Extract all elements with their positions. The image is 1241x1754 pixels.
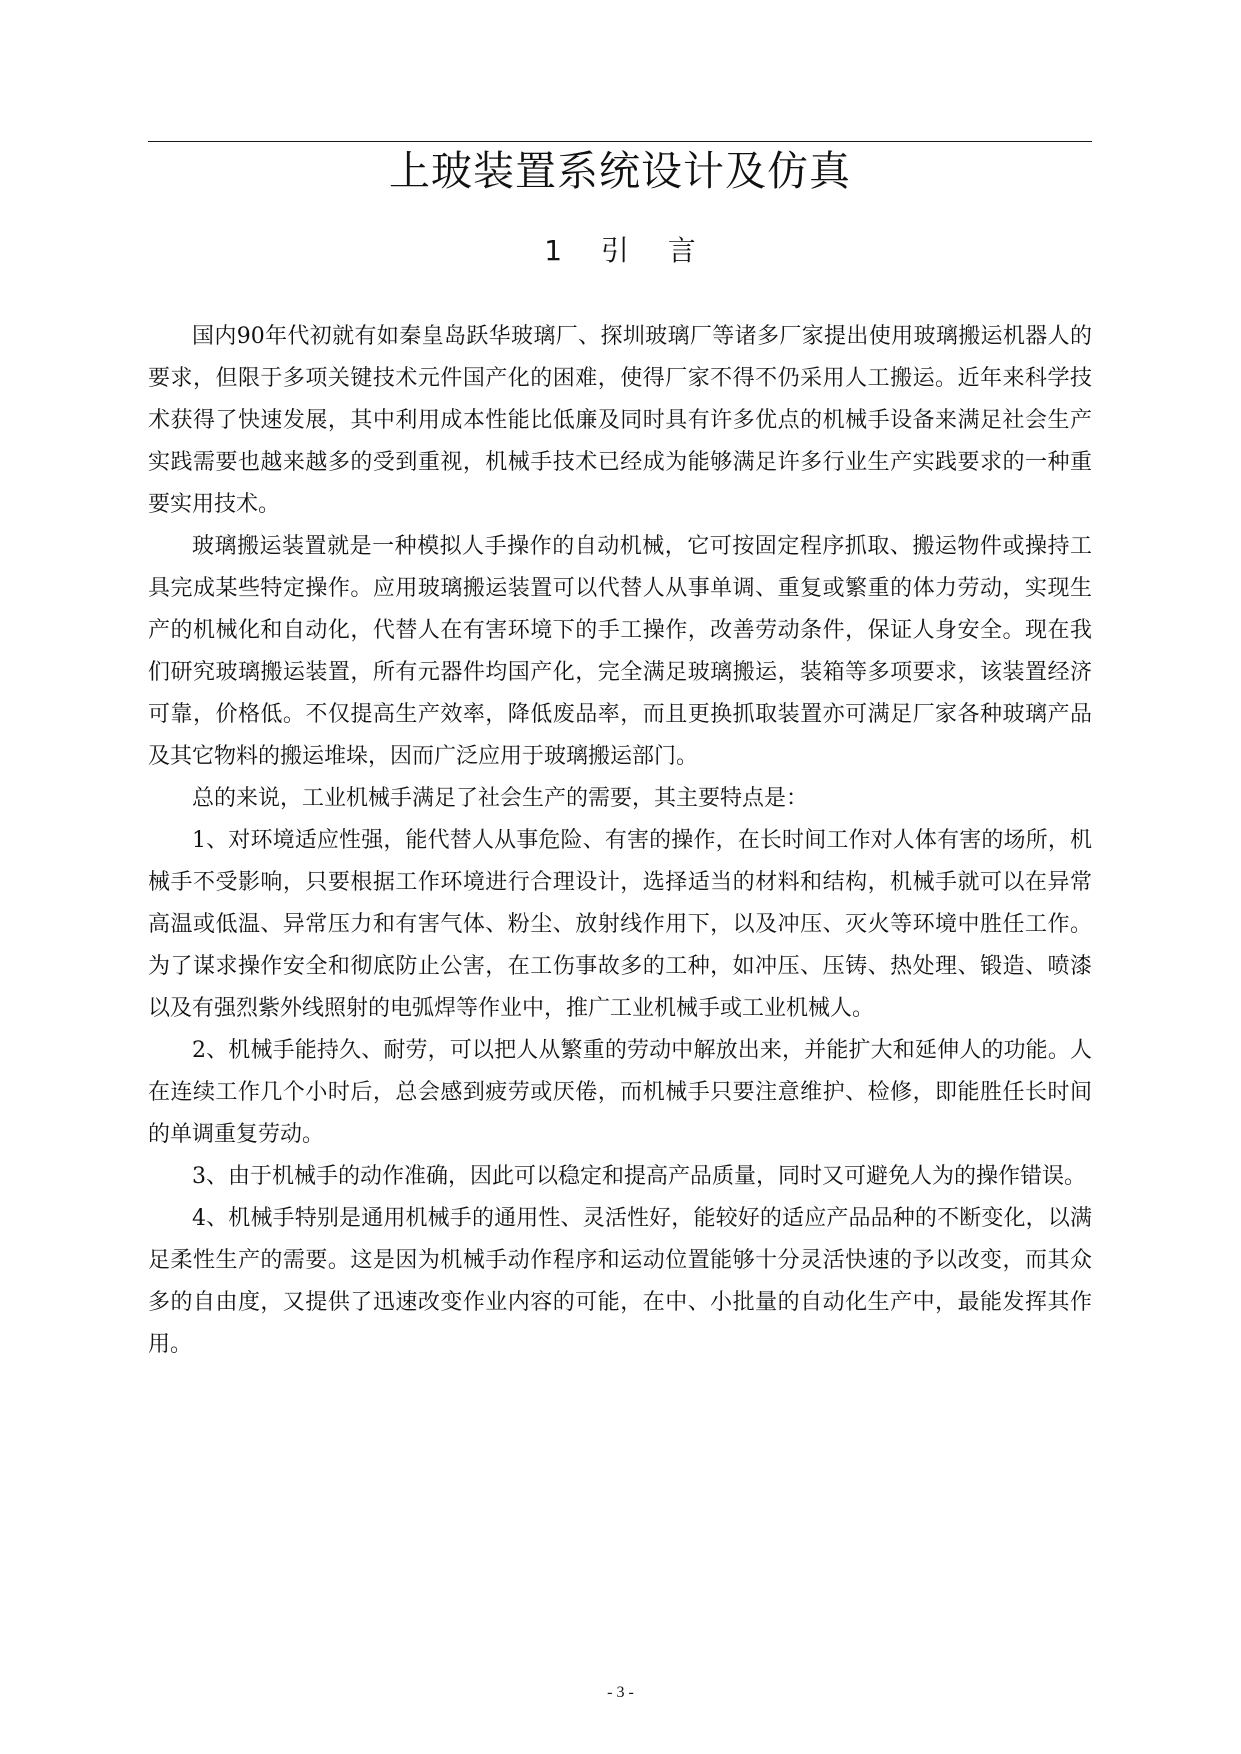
paragraph: 4、机械手特别是通用机械手的通用性、灵活性好，能较好的适应产品品种的不断变化，以满足柔性生产的需要。这是因为机械手动作程序和运动位置能够十分灵活快速的予以改变，而其众多的自由度，又提供了迅速改变作业内容的可能，在中、小批量的自动化生产中，最能发挥其作用。 — [148, 1206, 1092, 1357]
body-text — [148, 316, 1092, 1366]
section-heading: 1 引 言 — [544, 234, 696, 267]
page-number: - 3 - — [607, 1684, 634, 1701]
paragraph: 国内90年代初就有如秦皇岛跃华玻璃厂、探圳玻璃厂等诸多厂家提出使用玻璃搬运机器人的要求，但限于多项关键技术元件国产化的困难，使得厂家不得不仍采用人工搬运。近年来科学技术获得了快速发展，其中利用成本性能比低廉及同时具有许多优点的机械手设备来满足社会生产实践需要也越来越多的受到重视，机械手技术已经成为能够满足许多行业生产实践要求的一种重要实用技术。 — [148, 324, 1092, 517]
header-rule — [148, 141, 1092, 142]
paragraph: 总的来说，工业机械手满足了社会生产的需要，其主要特点是： — [192, 786, 809, 811]
paragraph: 玻璃搬运装置就是一种模拟人手操作的自动机械，它可按固定程序抓取、搬运物件或操持工具完成某些特定操作。应用玻璃搬运装置可以代替人从事单调、重复或繁重的体力劳动，实现生产的机械化和自动化，代替人在有害环境下的手工操作，改善劳动条件，保证人身安全。现在我们研究玻璃搬运装置，所有元器件均国产化，完全满足玻璃搬运，装箱等多项要求，该装置经济可靠，价格低。不仅提高生产效率，降低废品率，而且更换抓取装置亦可满足厂家各种玻璃产品及其它物料的搬运堆垛，因而广泛应用于玻璃搬运部门。 — [148, 534, 1092, 769]
paragraph: 1、对环境适应性强，能代替人从事危险、有害的操作，在长时间工作对人体有害的场所，机械手不受影响，只要根据工作环境进行合理设计，选择适当的材料和结构，机械手就可以在异常高温或低温、异常压力和有害气体、粉尘、放射线作用下，以及冲压、灭火等环境中胜任工作。为了谋求操作安全和彻底防止公害，在工伤事故多的工种，如冲压、压铸、热处理、锻造、喷漆以及有强烈紫外线照射的电弧焊等作业中，推广工业机械手或工业机械人。 — [148, 828, 1092, 1021]
page-title: 上玻装置系统设计及仿真 — [389, 147, 851, 195]
paragraph: 3、由于机械手的动作准确，因此可以稳定和提高产品质量，同时又可避免人为的操作错误。 — [192, 1164, 1087, 1189]
paragraph: 2、机械手能持久、耐劳，可以把人从繁重的劳动中解放出来，并能扩大和延伸人的功能。人在连续工作几个小时后，总会感到疲劳或厌倦，而机械手只要注意维护、检修，即能胜任长时间的单调重复劳动。 — [148, 1038, 1092, 1147]
